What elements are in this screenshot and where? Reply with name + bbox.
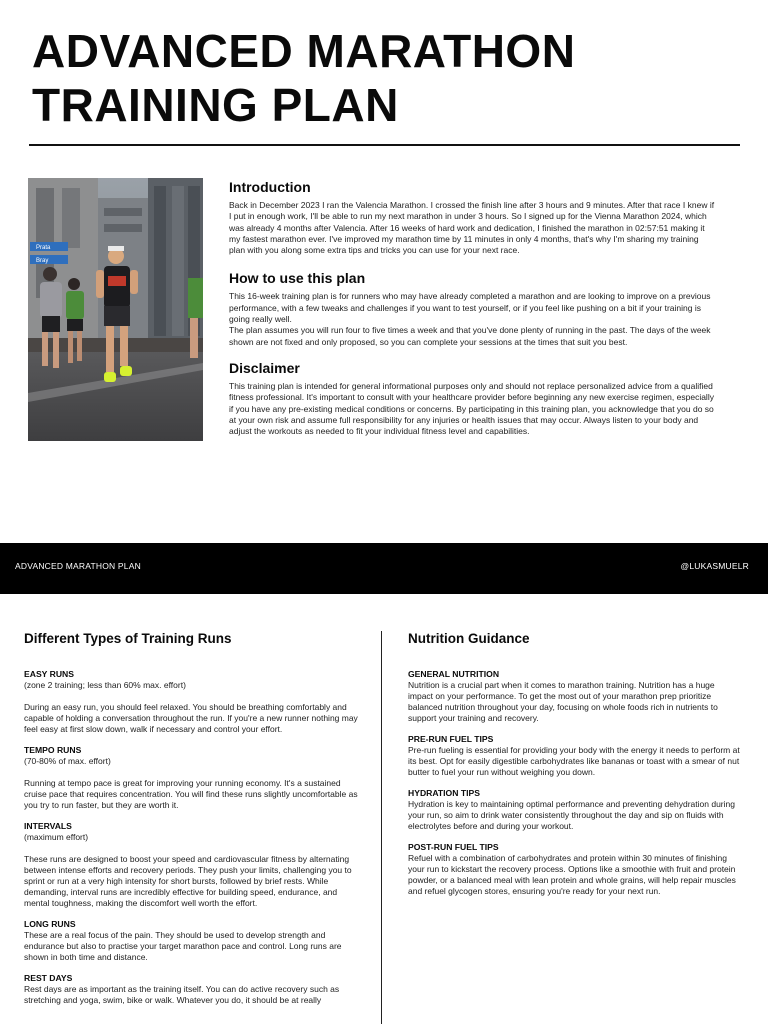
how-to-text-2: The plan assumes you will run four to five times a week and that you've done plenty of running in the past. The days of the week shown are not fixed and only proposed, so you can complete your sessions at the times that suit you best. [229, 325, 711, 347]
long-runs-text: These are a real focus of the pain. They should be used to develop strength and endurance but also to practise your target marathon pace and control. Long runs are shown in both time and distance. [24, 930, 342, 962]
introduction-text: Back in December 2023 I ran the Valencia Marathon. I crossed the finish line after 3 hours and 9 minutes. After that race I knew if I put in enough work, I'll be able to run my next marathon in under 3 hours. So I signed up for the Vienna Marathon 2024, which was already 4 months after Valencia. After 16 weeks of hard work and dedication, I finished the marathon in 02:57:51 making it my fastest marathon ever. I've improved my marathon time by 11 minutes in only 4 months, that's why I'm sharing my training plan with you along some extra tips and tricks you can use for your next race. [229, 200, 715, 256]
easy-runs-text: During an easy run, you should feel relaxed. You should be breathing comfortably and capable of holding a conversation throughout the run. If you're a new runner nothing may feel easy at first slow down, walk if necessary and control your effort. [24, 702, 358, 734]
pre-run-item [408, 734, 740, 778]
pre-run-text: Pre-run fueling is essential for providing your body with the energy it needs to perform at its best. Opt for easily digestible carbohydrates like bananas or toast with a smear of nut butter to fuel your run without weighing you down. [408, 745, 740, 777]
disclaimer-text: This training plan is intended for general informational purposes only and should not replace personalized advice from a qualified fitness professional. It's important to consult with your healthcare provider before beginning any new exercise regimen, especially if you have any pre-existing medical conditions or concerns. By participating in this training plan, you acknowledge that you do so at your own risk and assume full responsibility for any injuries or health issues that may occur. Always listen to your body and adjust the workouts as needed to fit your individual fitness level and capabilities. [229, 380, 714, 437]
column-divider [381, 631, 382, 1024]
hydration-item [408, 788, 740, 832]
marathon-runners-photo [28, 178, 203, 441]
introduction-section [229, 179, 715, 256]
intervals-item [24, 821, 364, 909]
easy-runs-effort: (zone 2 training; less than 60% max. effort) [24, 680, 186, 690]
disclaimer-section [229, 360, 715, 437]
how-to-heading: How to use this plan [229, 270, 366, 287]
general-nutrition-title: GENERAL NUTRITION [408, 669, 500, 679]
hydration-title: HYDRATION TIPS [408, 788, 480, 798]
pre-run-title: PRE-RUN FUEL TIPS [408, 734, 494, 744]
title-line-1: ADVANCED MARATHON [32, 25, 576, 77]
nutrition-column [408, 631, 740, 907]
header-author-handle: @LUKASMUELR [680, 561, 749, 571]
title-divider [29, 144, 740, 146]
general-nutrition-text: Nutrition is a crucial part when it comes to marathon training. Nutrition has a huge impact on your performance. To get the most out of your marathon prep prioritize balanced nutrition throughout your day, focusing on whole foods rich in nutrients to support your training and recovery. [408, 680, 718, 723]
long-runs-item [24, 919, 364, 963]
intervals-text: These runs are designed to boost your speed and cardiovascular fitness by alternating between intense efforts and recovery periods. They push your limits, challenging you to sprint or run at a very high intensity for short bursts, followed by brief rests. While demanding, interval runs are incredibly effective for building speed, endurance, and mental toughness, making the discomfort well worth the effort. [24, 854, 352, 908]
rest-days-title: REST DAYS [24, 973, 73, 983]
how-to-text-1: This 16-week training plan is for runners who may have already completed a marathon and are looking to improve on a previous performance, with a few tweaks and challenges if you want to test yourself, or if you feel like pushing on a bit if your training is going really well. [229, 291, 711, 325]
rest-days-text: Rest days are as important as the training itself. You can do active recovery such as stretching and yoga, swim, bike or walk. Whatever you do, it should be at really [24, 984, 340, 1005]
nutrition-heading: Nutrition Guidance [408, 631, 530, 646]
rest-days-item [24, 973, 364, 1006]
page-title [32, 24, 732, 132]
sign-1-text: Prata [36, 245, 51, 251]
intervals-title: INTERVALS [24, 821, 72, 831]
post-run-title: POST-RUN FUEL TIPS [408, 842, 499, 852]
easy-runs-title: EASY RUNS [24, 669, 74, 679]
tempo-runs-text: Running at tempo pace is great for improving your running economy. It's a sustained cruise pace that requires concentration. You will find these runs slightly uncomfortable as you try to run faster, but they are worth it. [24, 778, 358, 810]
how-to-section [229, 270, 715, 347]
long-runs-title: LONG RUNS [24, 919, 76, 929]
introduction-heading: Introduction [229, 179, 311, 195]
hydration-text: Hydration is key to maintaining optimal performance and preventing dehydration during your run, so aim to drink water consistently throughout the day and sip on fluids with electrolytes before and during your workout. [408, 799, 735, 831]
general-nutrition-item [408, 669, 740, 724]
guidance-page [0, 594, 768, 1024]
photo-illustration [28, 178, 203, 441]
header-plan-label: ADVANCED MARATHON PLAN [15, 561, 141, 571]
page-header-band [0, 543, 768, 594]
intervals-effort: (maximum effort) [24, 832, 89, 842]
training-runs-heading: Different Types of Training Runs [24, 631, 232, 646]
title-line-2: TRAINING PLAN [32, 79, 399, 131]
tempo-runs-title: TEMPO RUNS [24, 745, 82, 755]
easy-runs-item [24, 669, 364, 735]
training-runs-column [24, 631, 364, 1016]
tempo-runs-effort: (70-80% of max. effort) [24, 756, 111, 766]
disclaimer-heading: Disclaimer [229, 359, 300, 376]
tempo-runs-item [24, 745, 364, 811]
intro-column [229, 179, 715, 451]
post-run-item [408, 842, 740, 897]
post-run-text: Refuel with a combination of carbohydrates and protein within 30 minutes of finishing your run to kickstart the recovery process. Options like a smoothie with fruit and protein powder, or a balanced meal with lean protein and whole grains, will help repair muscles and refuel glycogen stores, ensuring you're ready for your next run. [408, 853, 736, 896]
sign-2-text: Bray [36, 258, 49, 264]
